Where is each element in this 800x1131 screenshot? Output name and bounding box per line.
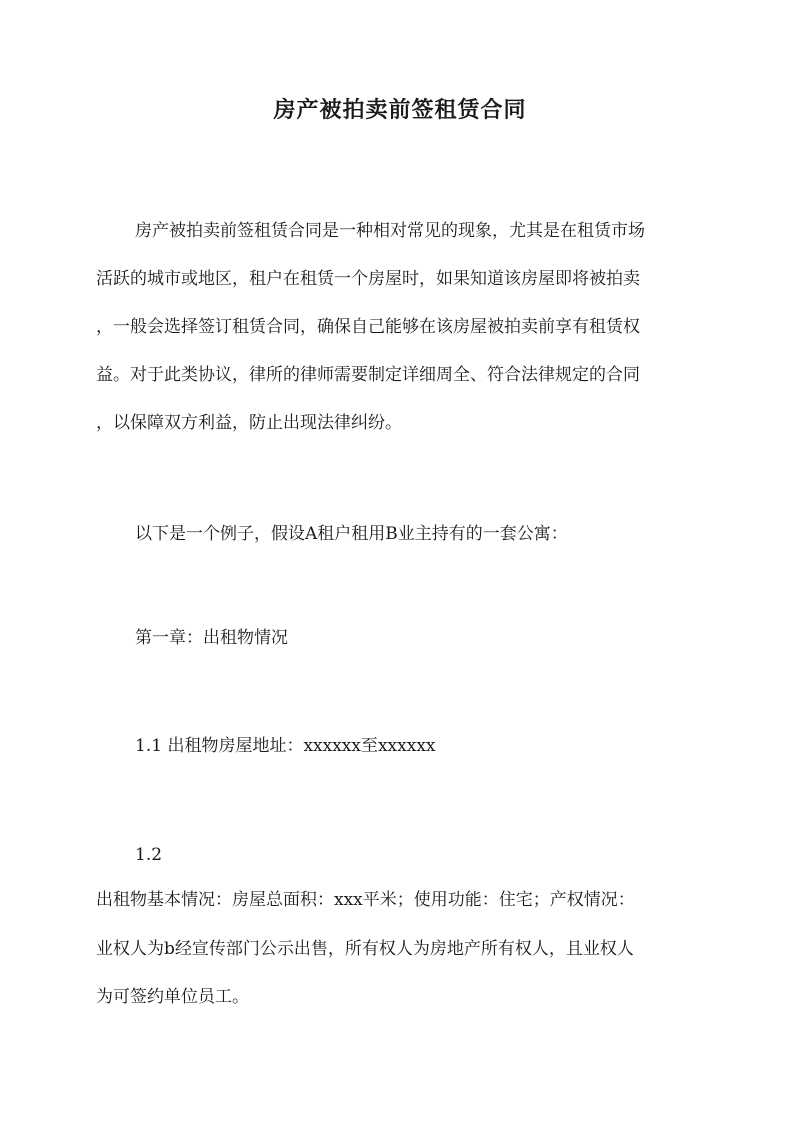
example-paragraph: 以下是一个例子，假设A租户租用B业主持有的一套公寓： [135, 524, 568, 544]
intro-line-3: ，一般会选择签订租赁合同，确保自己能够在该房屋被拍卖前享有租赁权 [96, 317, 640, 337]
document-title: 房产被拍卖前签租赁合同 [273, 97, 527, 123]
clause-1-2-number: 1.2 [135, 845, 163, 865]
chapter-heading: 第一章：出租物情况 [135, 628, 288, 648]
clause-1-1: 1.1 出租物房屋地址：xxxxxx至xxxxxx [135, 736, 436, 756]
clause-1-2-line-3: 为可签约单位员工。 [96, 987, 249, 1007]
intro-line-4: 益。对于此类协议，律所的律师需要制定详细周全、符合法律规定的合同 [96, 365, 640, 385]
intro-line-5: ，以保障双方利益，防止出现法律纠纷。 [96, 413, 402, 433]
clause-1-2-line-2: 业权人为b经宣传部门公示出售，所有权人为房地产所有权人，且业权人 [96, 939, 634, 959]
clause-1-2-line-1: 出租物基本情况：房屋总面积：xxx平米；使用功能：住宅；产权情况： [96, 890, 635, 910]
intro-line-2: 活跃的城市或地区，租户在租赁一个房屋时，如果知道该房屋即将被拍卖 [96, 269, 640, 289]
intro-line-1: 房产被拍卖前签租赁合同是一种相对常见的现象，尤其是在租赁市场 [135, 221, 645, 241]
